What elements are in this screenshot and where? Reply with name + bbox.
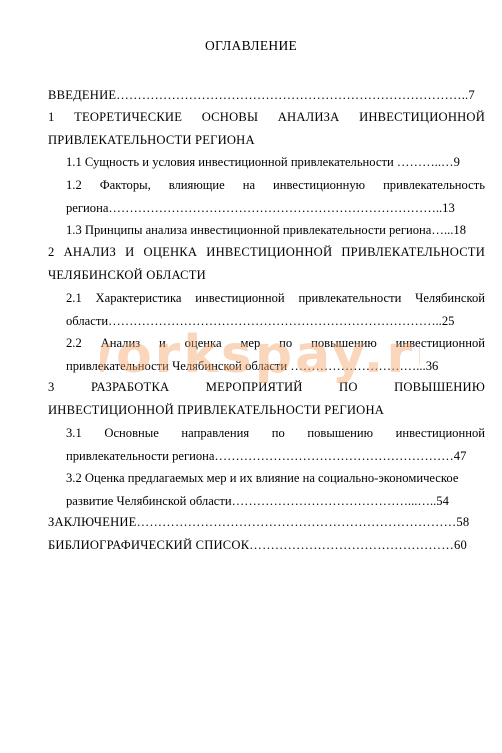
toc-line: 1 ТЕОРЕТИЧЕСКИЕ ОСНОВЫ АНАЛИЗА ИНВЕСТИЦИОННОЙ [48,110,485,124]
toc-line: привлекательности региона…………………………………………………47 [66,448,467,463]
toc-line: ЗАКЛЮЧЕНИЕ…………………………………………………………………58 [48,515,470,529]
toc-entry-2-2[interactable] [66,332,485,377]
toc-line: 3 РАЗРАБОТКА МЕРОПРИЯТИЙ ПО ПОВЫШЕНИЮ [48,380,485,394]
toc-entry-introduction[interactable] [48,84,485,107]
toc-entry-chapter-1[interactable] [48,106,485,151]
toc-entry-1-3[interactable] [66,219,485,242]
toc-entry-3-2[interactable] [66,467,485,512]
toc-entry-2-1[interactable] [66,287,485,332]
toc-entry-1-2[interactable] [66,174,485,219]
toc-line: 2.1 Характеристика инвестиционной привлекательности Челябинской [66,291,485,305]
toc-line: ИНВЕСТИЦИОННОЙ ПРИВЛЕКАТЕЛЬНОСТИ РЕГИОНА [48,402,385,417]
svg-text:workspay.ru: orkspay.r [115,326,416,385]
toc-line: развитие Челябинской области……………………………………...…..54 [66,493,449,508]
toc-line: ПРИВЛЕКАТЕЛЬНОСТИ РЕГИОНА [48,132,255,147]
toc-line: 3.1 Основные направления по повышению инвестиционной [66,426,485,440]
toc-line: области……………………………………………………………………..25 [66,313,455,328]
toc-title: ОГЛАВЛЕНИЕ [204,38,298,53]
toc-entry-3-1[interactable] [66,422,485,467]
toc-line: региона……………………………………………………………………..13 [66,200,455,215]
toc-line: 3.2 Оценка предлагаемых мер и их влияние на социально-экономическое [66,471,459,485]
toc-line: БИБЛИОГРАФИЧЕСКИЙ СПИСОК…………………………………………60 [48,538,467,552]
toc-line: 1.2 Факторы, влияющие на инвестиционную привлекательность [66,178,485,192]
toc-line: привлекательности Челябинской области …………………………...36 [66,358,439,373]
toc-line: ВВЕДЕНИЕ………………………………………………………………………..7 [48,88,475,102]
toc-entry-chapter-3[interactable] [48,376,485,421]
toc-line: ЧЕЛЯБИНСКОЙ ОБЛАСТИ [48,267,206,282]
toc-entry-bibliography[interactable] [48,534,485,557]
toc-entry-conclusion[interactable] [48,511,485,534]
toc-line: 1.3 Принципы анализа инвестиционной привлекательности региона…...18 [66,223,467,237]
toc-entry-chapter-2[interactable] [48,241,485,286]
toc-line: 2.2 Анализ и оценка мер по повышению инвестиционной [66,336,485,350]
toc-line: 2 АНАЛИЗ И ОЦЕНКА ИНВЕСТИЦИОННОЙ ПРИВЛЕКАТЕЛЬНОСТИ [48,245,485,259]
toc-entry-1-1[interactable] [66,151,485,174]
toc-line: 1.1 Сущность и условия инвестиционной привлекательности ………..…9 [66,155,460,169]
